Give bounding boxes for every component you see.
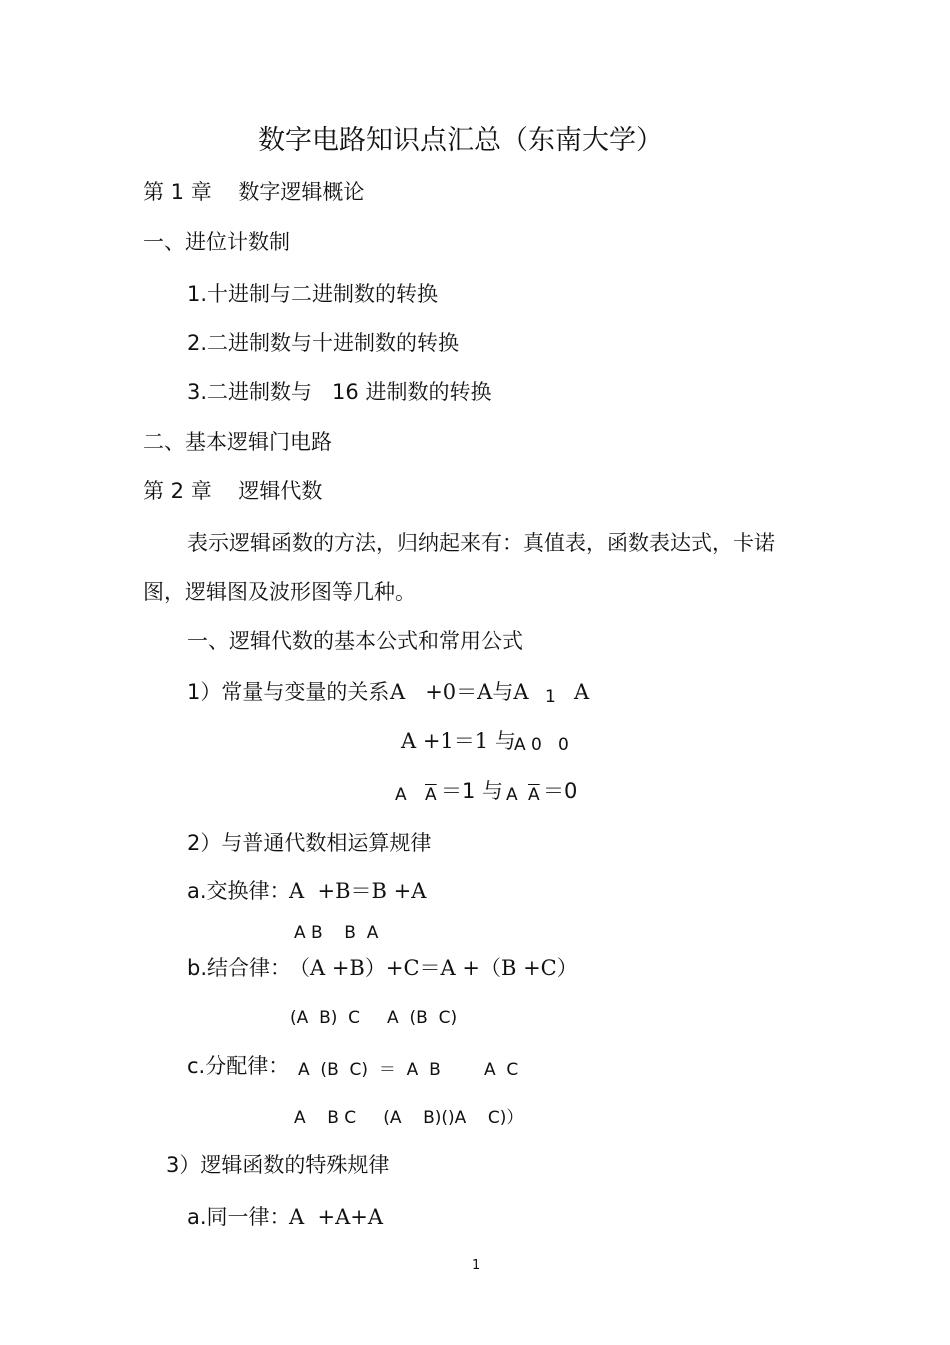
formula: ＝1 与 xyxy=(441,779,504,803)
paragraph-line: 表示逻辑函数的方法，归纳起来有：真值表，函数表达式，卡诺 xyxy=(187,531,775,555)
law-label: c.分配律： xyxy=(187,1054,290,1078)
rule-heading: 3）逻辑函数的特殊规律 xyxy=(166,1153,390,1177)
list-item: 1.十进制与二进制数的转换 xyxy=(187,282,439,306)
formula: A +A+A xyxy=(289,1205,384,1229)
formula: A +0＝A与A xyxy=(390,680,529,704)
formula: A xyxy=(395,785,407,805)
rule-heading: 2）与普通代数相运算规律 xyxy=(187,831,432,855)
chapter-1-heading: 第 1 章 数字逻辑概论 xyxy=(143,180,365,204)
formula: A +B＝B +A xyxy=(289,879,427,903)
rule-heading: 1）常量与变量的关系 xyxy=(187,680,390,704)
formula: A (B C) ＝ A B A C xyxy=(298,1060,519,1080)
formula: A B B A xyxy=(294,923,379,943)
formula: $\overline{A}$ xyxy=(425,785,437,805)
page-number: 1 xyxy=(472,1258,481,1273)
law-label: b.结合律： xyxy=(187,956,292,980)
formula: 1 xyxy=(545,687,556,707)
formula: ＝0 xyxy=(543,779,578,803)
section-heading: 二、基本逻辑门电路 xyxy=(143,430,332,454)
list-item: 2.二进制数与十进制数的转换 xyxy=(187,331,460,355)
formula: A B C (A B)()A C)） xyxy=(294,1108,524,1128)
formula: A +1＝1 与 xyxy=(401,729,516,753)
section-heading: 一、进位计数制 xyxy=(143,230,290,254)
page-title: 数字电路知识点汇总（东南大学） xyxy=(258,125,663,156)
formula: A 0 0 xyxy=(514,735,569,755)
formula: (A B) C A (B C) xyxy=(290,1008,458,1028)
chapter-2-heading: 第 2 章 逻辑代数 xyxy=(143,479,323,503)
formula: A xyxy=(506,785,518,805)
list-item: 3.二进制数与 16 进制数的转换 xyxy=(187,380,492,404)
paragraph-line: 图，逻辑图及波形图等几种。 xyxy=(143,580,416,604)
formula: A xyxy=(574,680,590,704)
section-heading: 一、逻辑代数的基本公式和常用公式 xyxy=(187,629,523,653)
formula: $\overline{A}$ xyxy=(528,785,540,805)
formula: （A +B）+C＝A +（B +C） xyxy=(289,956,578,980)
law-label: a.交换律： xyxy=(187,879,291,903)
law-label: a.同一律： xyxy=(187,1205,291,1229)
